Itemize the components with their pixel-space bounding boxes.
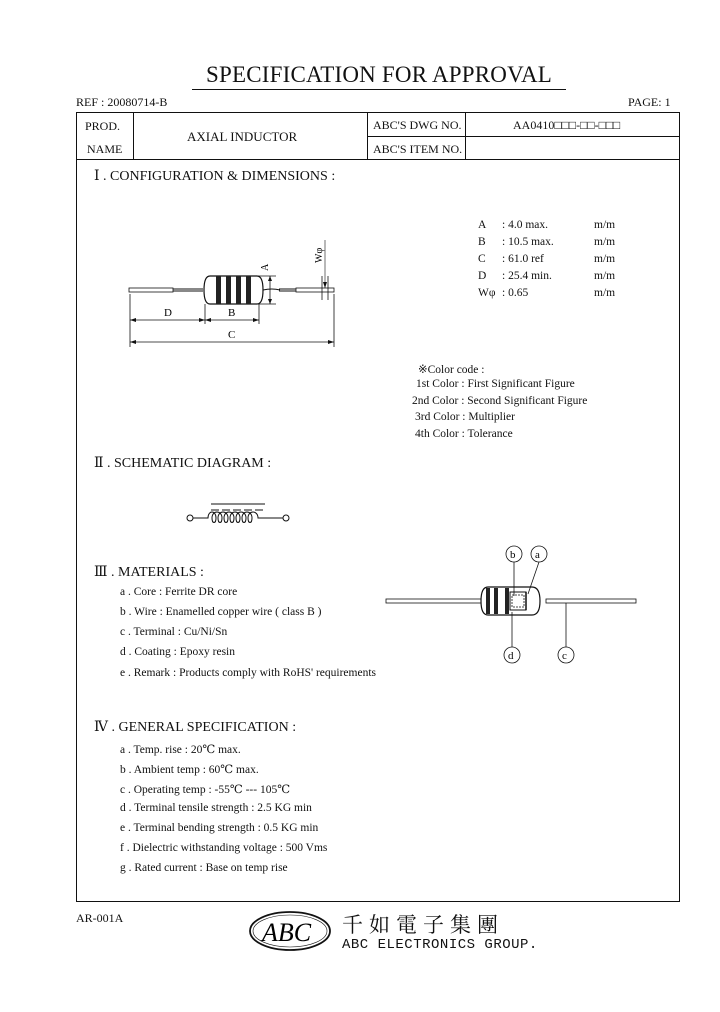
section-materials-heading: Ⅲ . MATERIALS : [94,565,204,580]
dim-label: D [478,270,487,282]
dim-unit: m/m [594,236,616,248]
item-key: e . [120,667,131,679]
item-text: Wire : Enamelled copper wire ( class B ) [134,606,322,618]
company-name-chinese: 千如電子集團 [342,913,504,937]
prod-label: PROD. [85,119,121,133]
dim-label: A [478,219,487,231]
item-key: b . [120,764,132,776]
company-name-english: ABC ELECTRONICS GROUP. [342,937,538,953]
item-key: c . [120,626,131,638]
name-label: NAME [87,142,123,156]
item-key: f . [120,842,130,854]
item-key: c . [120,784,131,796]
callout-b: b [510,549,516,561]
section-schematic-heading: Ⅱ . SCHEMATIC DIAGRAM : [94,456,272,471]
item-text: Operating temp : -55℃ --- 105℃ [133,784,291,796]
dim-value: : 61.0 ref [502,253,544,265]
dimension-d-label: D [164,307,172,319]
item-key: a . [120,586,131,598]
document-title: SPECIFICATION FOR APPROVAL [205,62,553,87]
item-text: Dielectric withstanding voltage : 500 Vms [132,842,328,854]
item-key: b . [120,606,132,618]
item-key: g . [120,862,132,874]
color-code-value: Multiplier [468,411,515,423]
dim-unit: m/m [594,287,616,299]
dim-unit: m/m [594,219,616,231]
dim-value: : 25.4 min. [502,270,552,282]
item-text: Core : Ferrite DR core [133,586,238,598]
callout-a: a [535,549,540,561]
item-text: Terminal tensile strength : 2.5 KG min [134,802,312,814]
product-name: AXIAL INDUCTOR [187,129,298,144]
item-text: Rated current : Base on temp rise [134,862,288,874]
color-code-value: Tolerance [467,428,513,440]
callout-c: c [562,650,567,662]
dim-label: Wφ [478,287,496,299]
item-key: a . [120,744,131,756]
color-code-label: 4th Color : [415,428,465,440]
section-general-spec-heading: Ⅳ . GENERAL SPECIFICATION : [94,720,297,735]
dim-unit: m/m [594,253,616,265]
dim-value: : 10.5 max. [502,236,554,248]
item-key: d . [120,802,132,814]
dimension-a-label: A [260,263,271,271]
dwg-value: AA0410□□□-□□-□□□ [513,118,621,132]
dimension-w-label: Wφ [314,247,325,263]
callout-d: d [508,650,514,662]
item-key: d . [120,646,132,658]
section-configuration-heading: Ⅰ . CONFIGURATION & DIMENSIONS : [94,169,336,184]
dim-label: C [478,253,486,265]
item-key: e . [120,822,131,834]
item-text: Terminal : Cu/Ni/Sn [133,626,228,638]
dwg-label: ABC'S DWG NO. [373,118,462,132]
color-code-value: First Significant Figure [467,378,575,390]
dim-unit: m/m [594,270,616,282]
color-code-value: Second Significant Figure [467,395,588,407]
logo-text: ABC [262,918,312,947]
dim-value: : 4.0 max. [502,219,548,231]
dim-value: : 0.65 [502,287,529,299]
item-text: Coating : Epoxy resin [134,646,235,658]
color-code-title: ※Color code : [418,364,485,376]
dim-label: B [478,236,486,248]
page-number: PAGE: 1 [628,95,671,109]
dimension-c-label: C [228,329,236,341]
color-code-label: 1st Color : [416,378,465,390]
item-text: Remark : Products comply with RoHS' requirements [133,667,376,679]
dimension-b-label: B [228,307,236,319]
form-code: AR-001A [76,911,124,925]
color-code-label: 3rd Color : [415,411,466,423]
item-text: Ambient temp : 60℃ max. [133,764,259,776]
color-code-label: 2nd Color : [412,395,465,407]
item-label: ABC'S ITEM NO. [373,142,463,156]
item-text: Temp. rise : 20℃ max. [133,744,241,756]
reference-number: REF : 20080714-B [76,95,168,109]
item-text: Terminal bending strength : 0.5 KG min [133,822,319,834]
